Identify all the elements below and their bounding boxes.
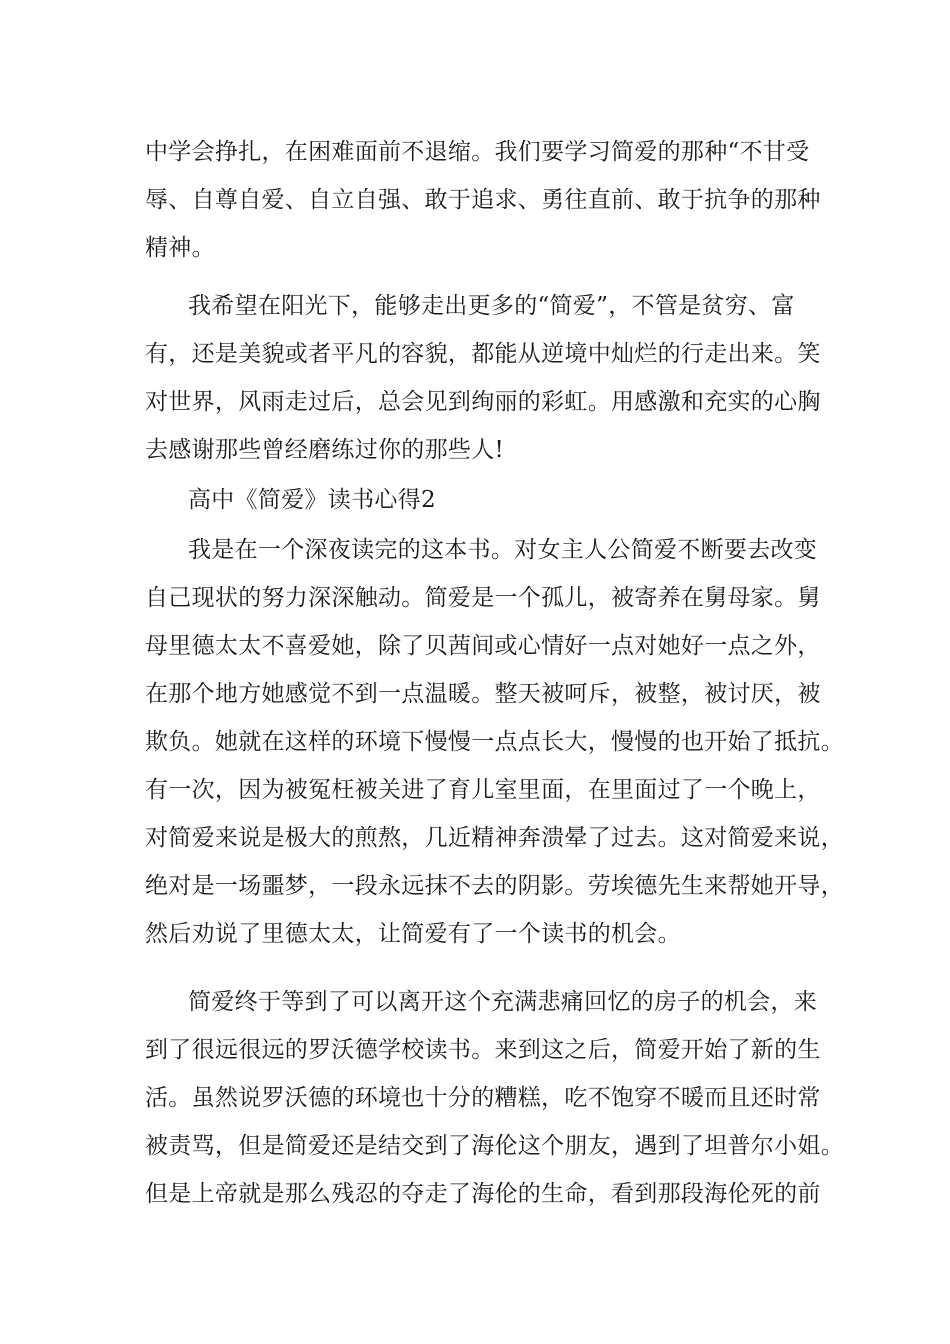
text-line-20: 活。虽然说罗沃德的环境也十分的糟糕，吃不饱穿不暖而且还时常 — [145, 1085, 821, 1111]
text-line-1: 中学会挣扎，在困难面前不退缩。我们要学习简爱的那种“不甘受 — [145, 139, 810, 165]
text-line-13: 欺负。她就在这样的环境下慢慢一点点长大，慢慢的也开始了抵抗。 — [145, 729, 844, 755]
text-line-22: 但是上帝就是那么残忍的夺走了海伦的生命，看到那段海伦死的前 — [145, 1181, 821, 1207]
text-line-14: 有一次，因为被冤枉被关进了育儿室里面，在里面过了一个晚上， — [145, 777, 821, 803]
text-line-16: 绝对是一场噩梦，一段永远抹不去的阴影。劳埃德先生来帮她开导， — [145, 873, 844, 899]
text-line-19: 到了很远很远的罗沃德学校读书。来到这之后，简爱开始了新的生 — [145, 1037, 821, 1063]
text-line-21: 被责骂，但是简爱还是结交到了海伦这个朋友，遇到了坦普尔小姐。 — [145, 1133, 844, 1159]
text-line-6: 对世界，风雨走过后，总会见到绚丽的彩虹。用感激和充实的心胸 — [145, 389, 821, 415]
text-line-11: 母里德太太不喜爱她，除了贝茜间或心情好一点对她好一点之外， — [145, 633, 821, 659]
text-line-9: 我是在一个深夜读完的这本书。对女主人公简爱不断要去改变 — [188, 537, 818, 563]
text-line-18: 简爱终于等到了可以离开这个充满悲痛回忆的房子的机会，来 — [188, 989, 818, 1015]
text-line-12: 在那个地方她感觉不到一点温暖。整天被呵斥，被整，被讨厌，被 — [145, 681, 821, 707]
text-line-7: 去感谢那些曾经磨练过你的那些人! — [145, 437, 505, 463]
text-line-15: 对简爱来说是极大的煎熬，几近精神奔溃晕了过去。这对简爱来说， — [145, 825, 844, 851]
text-line-3: 精神。 — [145, 235, 215, 261]
text-line-17: 然后劝说了里德太太，让简爱有了一个读书的机会。 — [145, 921, 681, 947]
text-line-10: 自己现状的努力深深触动。简爱是一个孤儿，被寄养在舅母家。舅 — [145, 585, 821, 611]
text-line-2: 辱、自尊自爱、自立自强、敢于追求、勇往直前、敢于抗争的那种 — [145, 187, 821, 213]
text-line-5: 有，还是美貌或者平凡的容貌，都能从逆境中灿烂的行走出来。笑 — [145, 341, 821, 367]
section-heading: 高中《简爱》读书心得2 — [188, 487, 436, 513]
text-line-4: 我希望在阳光下，能够走出更多的“简爱”，不管是贫穷、富 — [188, 293, 795, 319]
